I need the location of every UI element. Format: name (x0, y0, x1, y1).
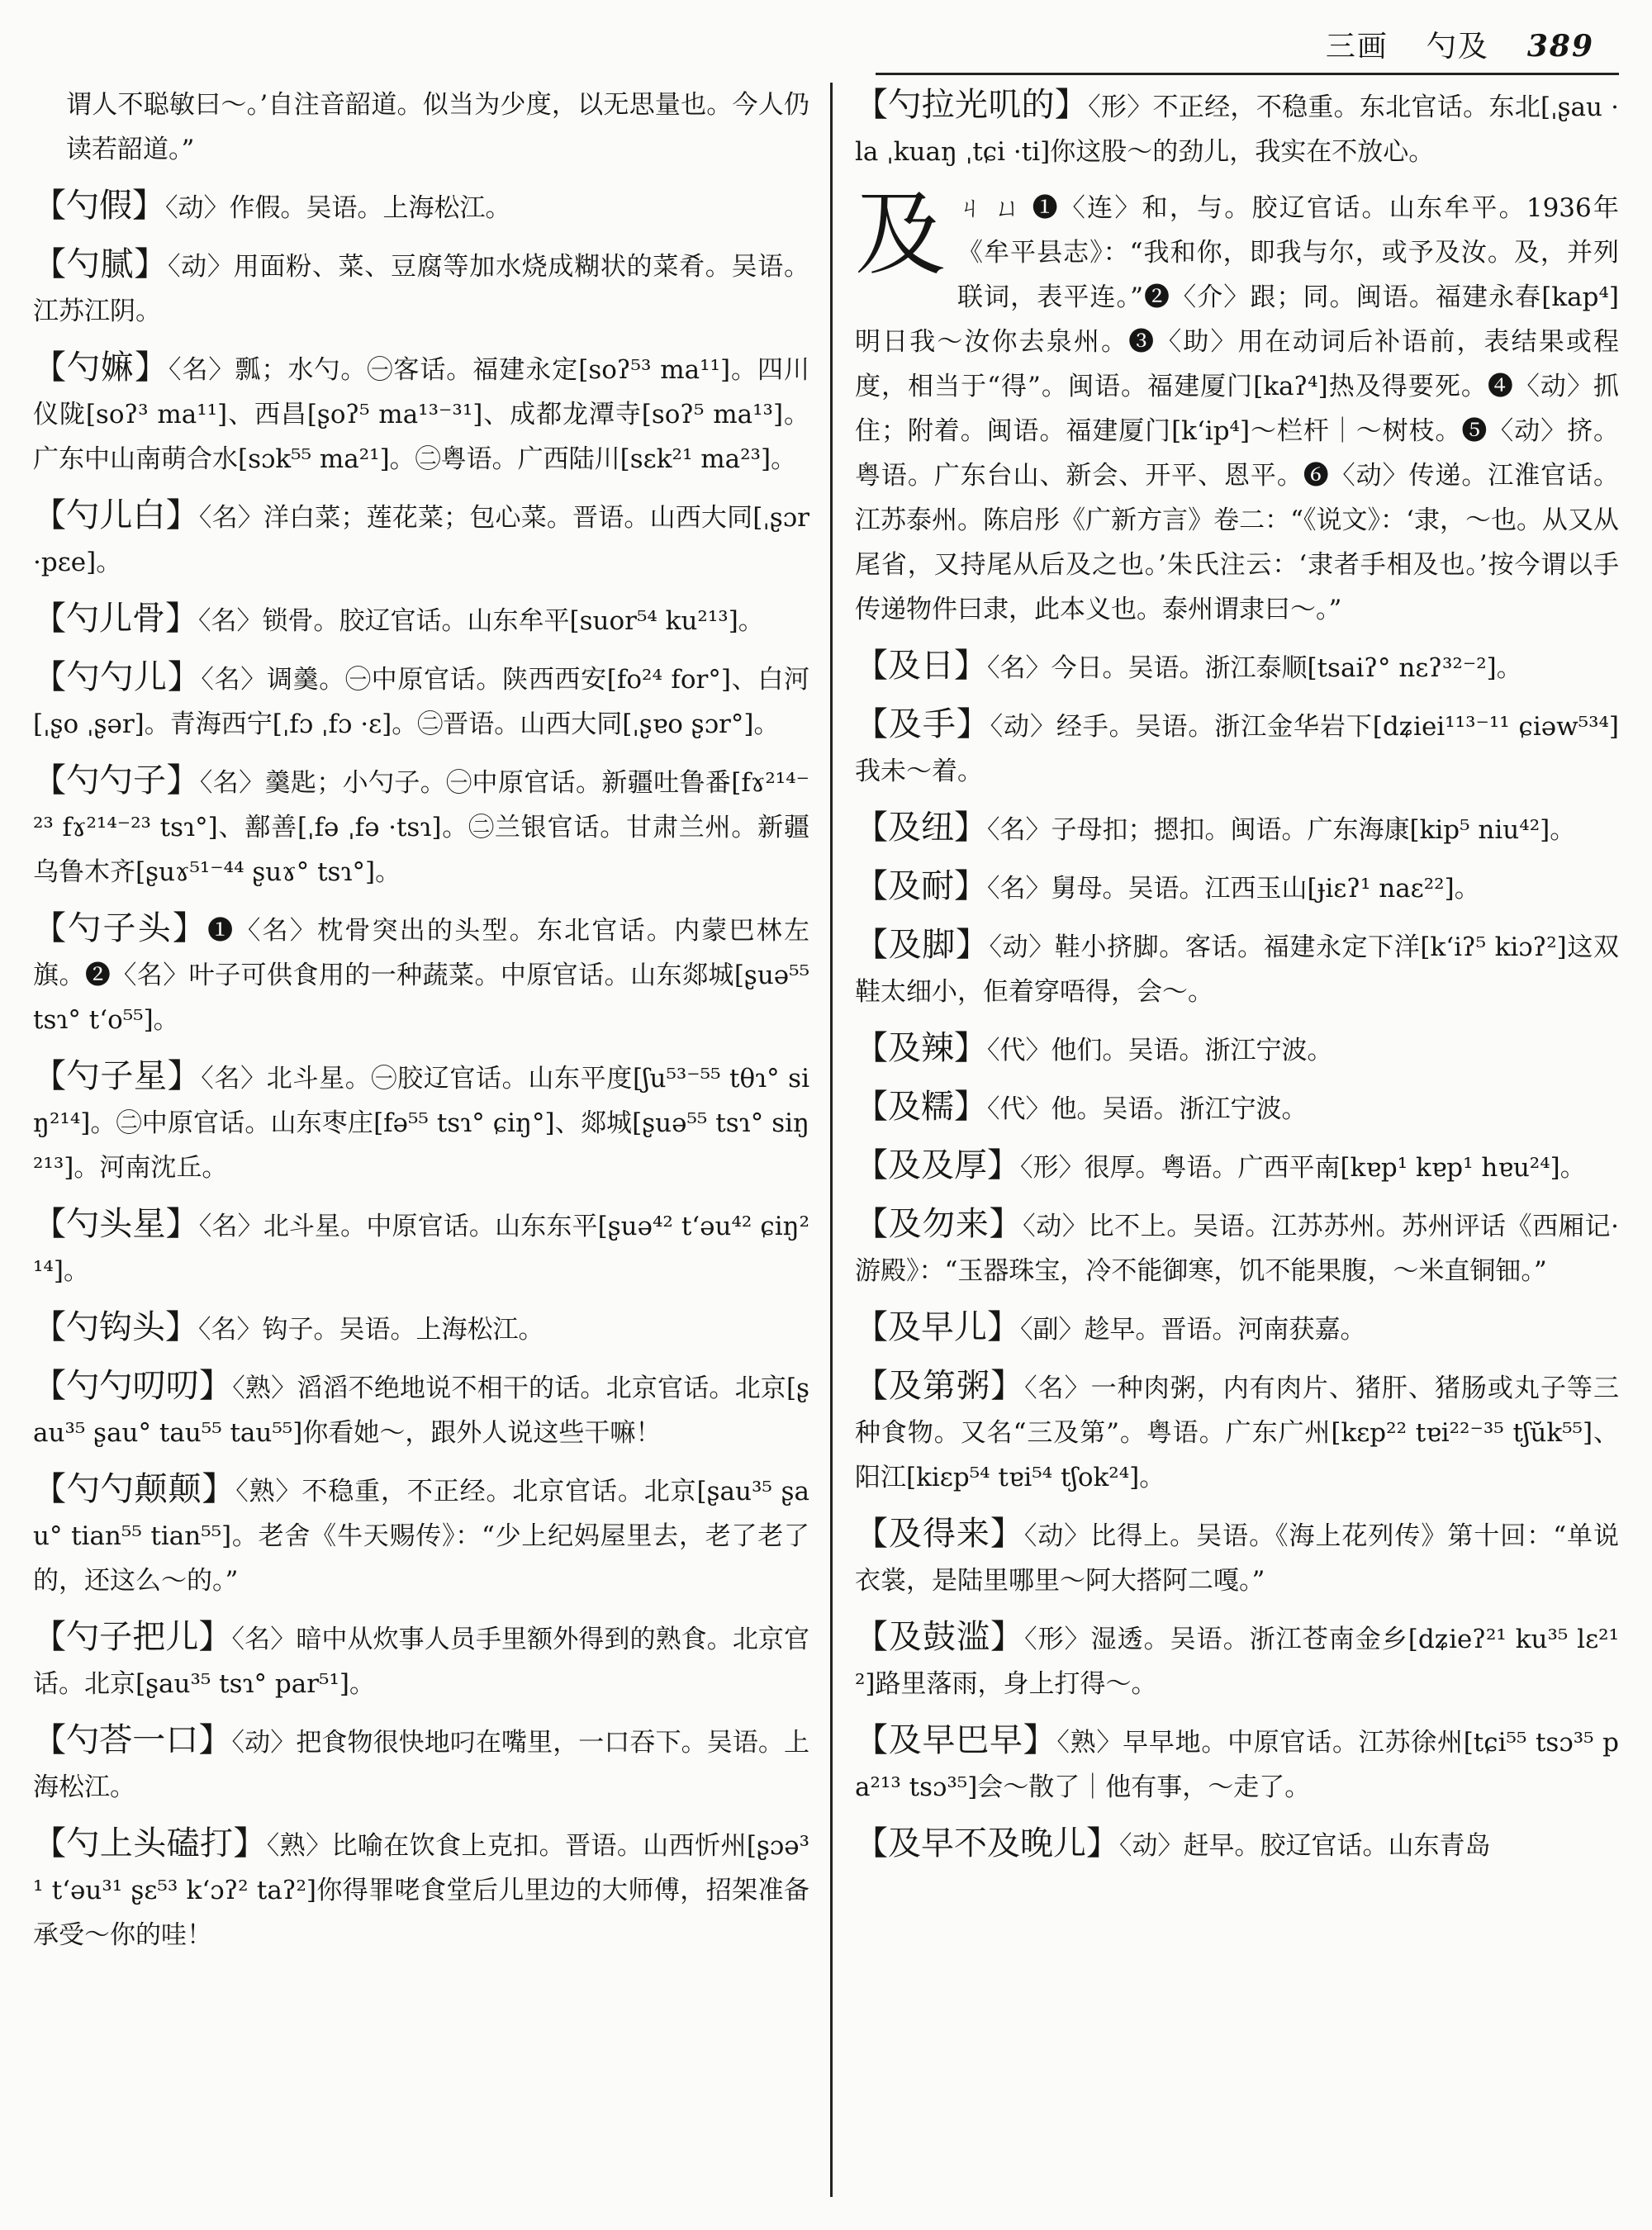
dictionary-entry (855, 1364, 1619, 1500)
entry-definition: 〈名〉一种肉粥，内有肉片、猪肝、猪肠或丸子等三种食物。又名“三及第”。粤语。广东广州[kɛp²² tɐi²²⁻³⁵ tʃŭk⁵⁵]、阳江[kiɛp⁵⁴ tɐi⁵⁴ tʃok²⁴]。 (855, 1374, 1619, 1492)
entry-headword: 【及早不及晚儿】 (855, 1824, 1119, 1862)
entry-headword: 【勺钩头】 (33, 1308, 198, 1346)
entry-headword: 【及第粥】 (855, 1367, 1025, 1405)
dictionary-entry (33, 906, 809, 1042)
entry-headword: 【及勿来】 (855, 1205, 1023, 1243)
entry-definition: 〈名〉羹匙；小勺子。㊀中原官话。新疆吐鲁番[fɤ²¹⁴⁻²³ fɤ²¹⁴⁻²³ tsɿ°]、鄯善[ˌfə ˌfə ·tsɿ]。㊁兰银官话。甘肃兰州。新疆乌鲁木齐[ʂuɤ⁵¹⁻⁴⁴ ʂuɤ° tsɿ°]。 (33, 768, 809, 887)
entry-definition: 〈名〉舅母。吴语。江西玉山[ɟiɛʔ¹ naɛ²²]。 (987, 874, 1480, 904)
dictionary-entry (855, 864, 1619, 911)
entry-headword: 【及手】 (855, 705, 990, 743)
entry-definition: 〈熟〉早早地。中原官话。江苏徐州[tɕi⁵⁵ tsɔ³⁵ pa²¹³ tsɔ³⁵]会～散了｜他有事，～走了。 (855, 1728, 1619, 1802)
dictionary-entry (66, 83, 809, 172)
dictionary-entry (33, 242, 809, 334)
entry-headword: 【勺荅一口】 (33, 1721, 232, 1759)
entry-headword: 【及脚】 (855, 926, 990, 964)
dictionary-entry (855, 1718, 1619, 1810)
entry-headword: 【勺儿骨】 (33, 600, 198, 638)
entry-headword: 【勺儿白】 (33, 496, 199, 534)
entry-headword: 【及早巴早】 (855, 1721, 1057, 1759)
entry-headword: 【勺子星】 (33, 1057, 202, 1095)
head-character: 及 (855, 182, 946, 287)
entry-definition: 〈熟〉比喻在饮食上克扣。晋语。山西忻州[ʂɔə³¹ t‘əu³¹ ʂɛ⁵³ k‘ɔʔ² taʔ²]你得罪咾食堂后儿里边的大师傅，招架准备承受～你的哇！ (33, 1831, 810, 1950)
entry-headword: 【勺子头】 (33, 909, 208, 947)
entry-headword: 【勺勺颠颠】 (33, 1470, 236, 1508)
entry-headword: 【勺拉光叽的】 (855, 86, 1089, 124)
dictionary-entry (33, 655, 809, 747)
dictionary-entry (33, 1467, 809, 1603)
entry-definition: 〈动〉比不上。吴语。江苏苏州。苏州评话《西厢记·游殿》：“玉器珠宝，冷不能御寒，饥不能果腹，～米直铜钿。” (855, 1212, 1619, 1286)
entry-definition: 〈动〉用面粉、菜、豆腐等加水烧成糊状的菜肴。吴语。江苏江阴。 (33, 252, 810, 326)
dictionary-entry (33, 1054, 809, 1190)
dictionary-entry (855, 702, 1619, 794)
entry-definition: 〈动〉作假。吴语。上海松江。 (165, 193, 511, 223)
entry-definition: 〈名〉洋白菜；莲花菜；包心菜。晋语。山西大同[ˌʂɔr ·pɛe]。 (33, 503, 809, 577)
entry-definition: 〈名〉暗中从炊事人员手里额外得到的熟食。北京官话。北京[ʂau³⁵ tsɿ° par⁵¹]。 (33, 1625, 810, 1699)
entry-definition: 〈动〉经手。吴语。浙江金华岩下[dʑiei¹¹³⁻¹¹ ɕiəw⁵³⁴]我未～着。 (855, 712, 1620, 786)
entry-definition: 谓人不聪敏曰～。’自注音韶道。似当为少度，以无思量也。今人仍读若韶道。” (66, 90, 809, 164)
header-chars: 勺及 (1426, 30, 1489, 64)
entry-definition: 〈动〉赶早。胶辽官话。山东青岛 (1119, 1831, 1491, 1861)
dictionary-entry (33, 596, 809, 643)
entry-headword: 【勺子把儿】 (33, 1618, 232, 1656)
dictionary-entry (855, 643, 1619, 690)
entry-definition: 〈名〉锁骨。胶辽官话。山东牟平[suor⁵⁴ ku²¹³]。 (198, 606, 764, 636)
dictionary-entry (33, 1718, 809, 1810)
dictionary-entry (855, 182, 1619, 632)
entry-definition: 〈名〉调羹。㊀中原官话。陕西西安[fo²⁴ for°]、白河[ˌʂo ˌʂər]。青海西宁[ˌfɔ ˌfɔ ·ɛ]。㊁晋语。山西大同[ˌʂɐo ʂɔr°]。 (33, 665, 809, 739)
dictionary-entry (33, 1821, 809, 1957)
header-rule (876, 73, 1619, 75)
left-column (33, 83, 809, 1969)
dictionary-entry (33, 1305, 809, 1352)
entry-definition: 〈副〉趁早。晋语。河南获嘉。 (1020, 1315, 1366, 1345)
entry-headword: 【勺上头磕打】 (33, 1824, 267, 1862)
entry-definition: ㄐ ㄩ ❶〈连〉和，与。胶辽官话。山东牟平。1936年《牟平县志》：“我和你，即我与尔，或予及汝。及，并列联词，表平连。”❷〈介〉跟；同。闽语。福建永春[kap⁴]明日我～汝你去泉州。❸〈助〉用在动词后补语前，表结果或程度，相当于“得”。闽语。福建厦门[kaʔ⁴]热及得要死。❹〈动〉抓住；附着。闽语。福建厦门[k‘ip⁴]～栏杆｜～树枝。❺〈动〉挤。粤语。广东台山、新会、开平、恩平。❻〈动〉传递。江淮官话。江苏泰州。陈启彤《广新方言》卷二：“《说文》：‘隶，～也。从又从尾省，又持尾从后及之也。’朱氏注云：‘隶者手相及也。’按今谓以手传递物件曰隶，此本义也。泰州谓隶曰～。” (855, 193, 1619, 624)
entry-definition: 〈形〉湿透。吴语。浙江苍南金乡[dʑieʔ²¹ ku³⁵ lɛ²¹²]路里落雨，身上打得～。 (855, 1625, 1619, 1699)
dictionary-entry (33, 758, 809, 894)
entry-headword: 【及鼓滥】 (855, 1618, 1025, 1656)
dictionary-entry (33, 1202, 809, 1293)
dictionary-entry (855, 1202, 1619, 1293)
entry-headword: 【及纽】 (855, 809, 987, 847)
dictionary-entry (33, 345, 809, 482)
dictionary-entry (855, 1821, 1619, 1868)
dictionary-entry (33, 493, 809, 585)
page-header (1326, 23, 1594, 65)
entry-headword: 【勺假】 (33, 187, 165, 225)
entry-definition: 〈动〉比得上。吴语。《海上花列传》第十回：“单说衣裳，是陆里哪里～阿大搭阿二嘎。” (855, 1521, 1619, 1596)
dictionary-entry (855, 1511, 1619, 1603)
dictionary-entry (855, 1143, 1619, 1190)
entry-definition: 〈形〉不正经，不稳重。东北官话。东北[ˌʂau ·la ˌkuaŋ ˌtɕi ·ti]你这股～的劲儿，我实在不放心。 (855, 93, 1619, 167)
entry-headword: 【勺勺子】 (33, 762, 200, 799)
entry-definition: 〈熟〉不稳重，不正经。北京官话。北京[ʂau³⁵ ʂau° tian⁵⁵ tian⁵⁵]。老舍《牛天赐传》：“少上纪妈屋里去，老了老了的，还这么～的。” (33, 1477, 809, 1596)
entry-definition: 〈形〉很厚。粤语。广西平南[kɐp¹ kɐp¹ hɐu²⁴]。 (1020, 1153, 1586, 1183)
dictionary-entry (33, 183, 809, 230)
dictionary-entry (855, 1026, 1619, 1073)
column-divider (830, 83, 833, 2197)
entry-definition: 〈熟〉滔滔不绝地说不相干的话。北京官话。北京[ʂau³⁵ ʂau° tau⁵⁵ tau⁵⁵]你看她～，跟外人说这些干嘛！ (33, 1374, 809, 1448)
dictionary-entry (855, 805, 1619, 852)
dictionary-entry (855, 1084, 1619, 1132)
dictionary-entry (855, 1305, 1619, 1352)
entry-definition: 〈动〉把食物很快地叼在嘴里，一口吞下。吴语。上海松江。 (33, 1728, 810, 1802)
entry-headword: 【勺嫲】 (33, 349, 169, 387)
entry-definition: 〈代〉他。吴语。浙江宁波。 (987, 1094, 1308, 1124)
entry-definition: 〈名〉钩子。吴语。上海松江。 (198, 1315, 544, 1345)
entry-definition: 〈动〉鞋小挤脚。客话。福建永定下洋[k‘iʔ⁵ kiɔʔ²]这双鞋太细小，佢着穿唔得，会～。 (855, 932, 1620, 1007)
entry-definition: 〈名〉瓢；水勺。㊀客话。福建永定[soʔ⁵³ ma¹¹]。四川仪陇[soʔ³ ma¹¹]、西昌[ʂoʔ⁵ ma¹³⁻³¹]、成都龙潭寺[soʔ⁵ ma¹³]。广东中山南萌合水[sɔk⁵⁵ ma²¹]。㊁粤语。广西陆川[sɛk²¹ ma²³]。 (33, 355, 809, 474)
dictionary-entry (855, 923, 1619, 1014)
entry-headword: 【及早儿】 (855, 1308, 1020, 1346)
entry-definition: 〈名〉北斗星。中原官话。山东东平[ʂuə⁴² t‘əu⁴² ɕiŋ²¹⁴]。 (33, 1212, 810, 1286)
dictionary-entry (33, 1364, 809, 1455)
header-section: 三画 (1325, 30, 1389, 64)
entry-headword: 【勺勺叨叨】 (33, 1367, 233, 1405)
entry-headword: 【勺勺儿】 (33, 658, 202, 696)
entry-definition: ❶〈名〉枕骨突出的头型。东北官话。内蒙巴林左旗。❷〈名〉叶子可供食用的一种蔬菜。中原官话。山东郯城[ʂuə⁵⁵ tsɿ° t‘o⁵⁵]。 (33, 916, 810, 1035)
entry-headword: 【及得来】 (855, 1515, 1024, 1553)
entry-headword: 【及糯】 (855, 1088, 987, 1126)
entry-headword: 【及及厚】 (855, 1146, 1020, 1184)
dictionary-entry (855, 1615, 1619, 1706)
page-number: 389 (1526, 29, 1594, 64)
right-column (855, 83, 1619, 1880)
dictionary-entry (33, 1615, 809, 1706)
entry-definition: 〈名〉北斗星。㊀胶辽官话。山东平度[ʃu⁵³⁻⁵⁵ tθɿ° siŋ²¹⁴]。㊁中原官话。山东枣庄[fə⁵⁵ tsɿ° ɕiŋ°]、郯城[ʂuə⁵⁵ tsɿ° siŋ²¹³]。河南沈丘。 (33, 1064, 810, 1183)
entry-headword: 【勺头星】 (33, 1205, 199, 1243)
entry-headword: 【及日】 (855, 647, 987, 685)
entry-headword: 【勺腻】 (33, 245, 168, 283)
dictionary-entry (855, 83, 1619, 174)
entry-definition: 〈名〉子母扣；摁扣。闽语。广东海康[kip⁵ niu⁴²]。 (987, 815, 1576, 845)
entry-headword: 【及耐】 (855, 867, 987, 905)
entry-headword: 【及辣】 (855, 1029, 987, 1067)
entry-definition: 〈代〉他们。吴语。浙江宁波。 (987, 1036, 1333, 1065)
entry-definition: 〈名〉今日。吴语。浙江泰顺[tsaiʔ° nɛʔ³²⁻²]。 (987, 653, 1522, 683)
